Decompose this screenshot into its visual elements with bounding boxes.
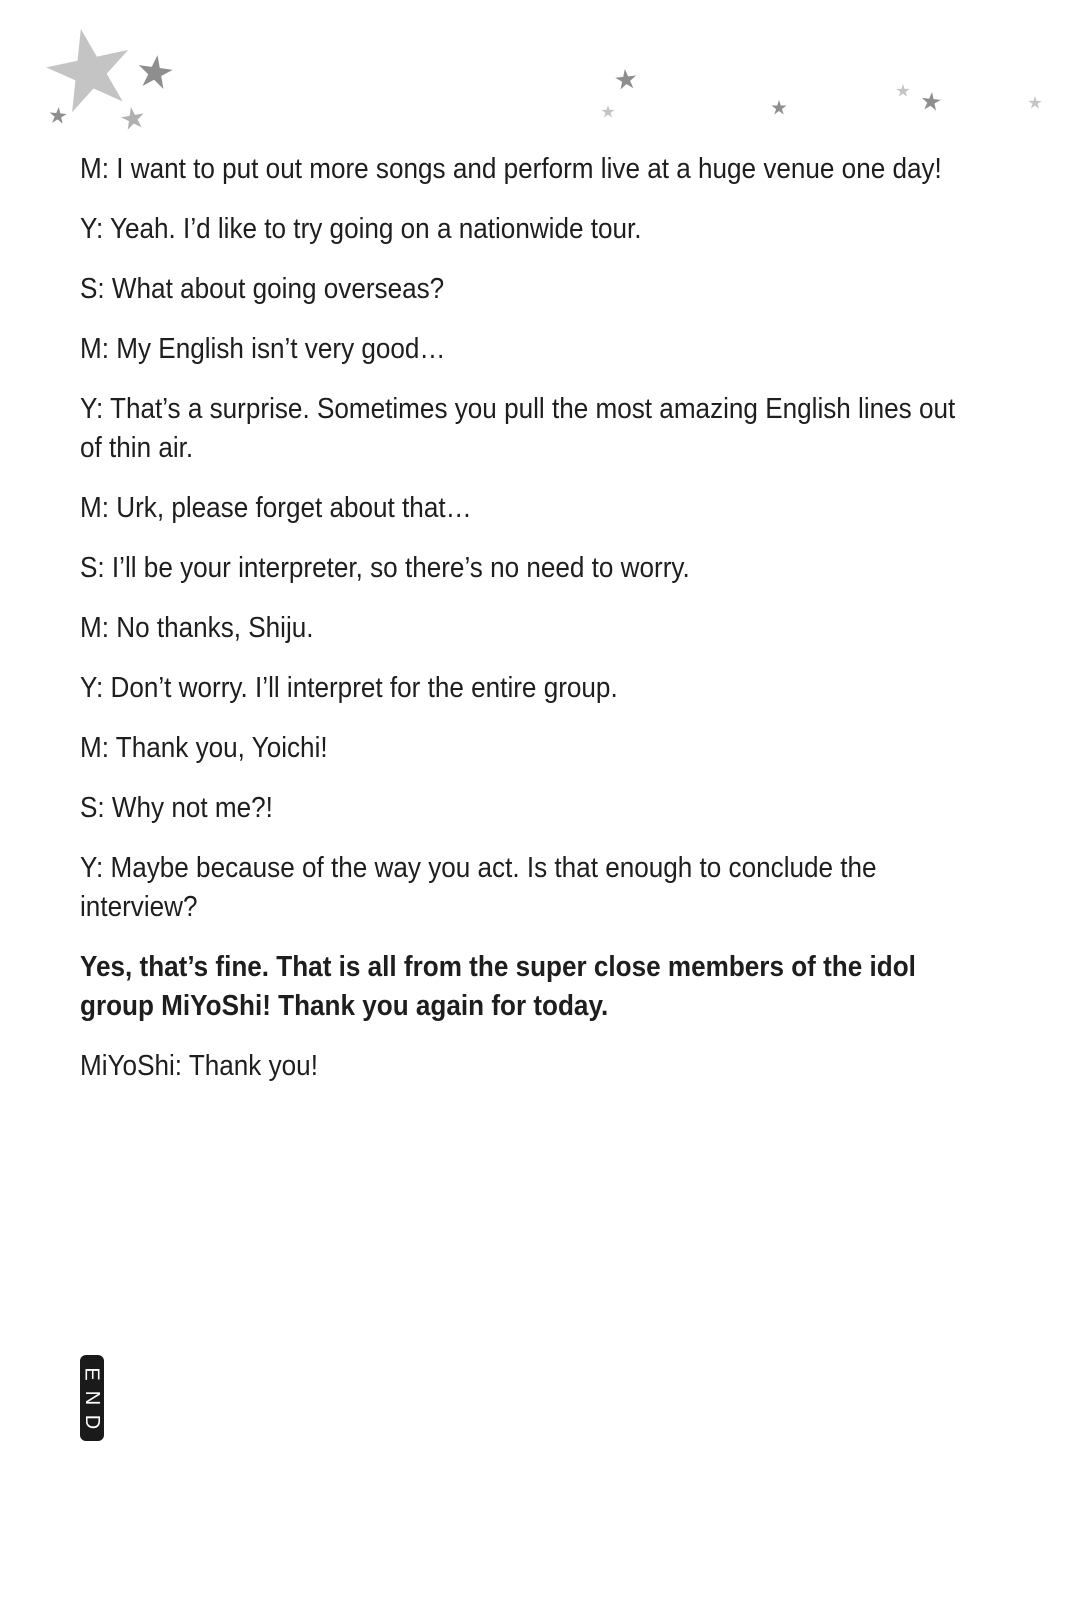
interview-transcript (80, 150, 956, 1107)
star-icon (136, 53, 174, 90)
star-decoration (0, 0, 1067, 150)
dialogue-line: Y: Maybe because of the way you act. Is that enough to conclude the interview? (80, 852, 877, 923)
star-icon (40, 20, 138, 115)
dialogue-line: M: I want to put out more songs and perform live at a huge venue one day! (80, 153, 942, 185)
dialogue-line: Y: Don’t worry. I’ll interpret for the entire group. (80, 672, 618, 704)
star-icon (49, 106, 67, 124)
dialogue-line: M: Thank you, Yoichi! (80, 732, 328, 764)
end-marker (80, 1355, 104, 1441)
star-icon (120, 105, 146, 130)
end-letter: N (80, 1390, 103, 1406)
star-icon (1028, 96, 1041, 109)
dialogue-line: S: I’ll be your interpreter, so there’s no need to worry. (80, 552, 690, 584)
dialogue-line: MiYoShi: Thank you! (80, 1050, 318, 1082)
dialogue-line: M: No thanks, Shiju. (80, 612, 314, 644)
star-icon (921, 91, 942, 111)
dialogue-line: Y: Yeah. I’d like to try going on a nationwide tour. (80, 213, 642, 245)
dialogue-line: S: What about going overseas? (80, 273, 445, 305)
star-icon (771, 100, 786, 114)
dialogue-line: M: Urk, please forget about that… (80, 492, 472, 524)
interviewer-line: Yes, that’s fine. That is all from the super close members of the idol group MiYoShi! Thank you again for today. (80, 951, 916, 1022)
end-letter: D (80, 1414, 103, 1430)
star-icon (896, 84, 909, 97)
dialogue-line: Y: That’s a surprise. Sometimes you pull the most amazing English lines out of thin air. (80, 393, 956, 464)
end-letter: E (81, 1367, 103, 1381)
dialogue-line: S: Why not me?! (80, 792, 273, 824)
star-icon (601, 105, 614, 118)
star-icon (614, 68, 637, 90)
dialogue-line: M: My English isn’t very good… (80, 333, 446, 365)
